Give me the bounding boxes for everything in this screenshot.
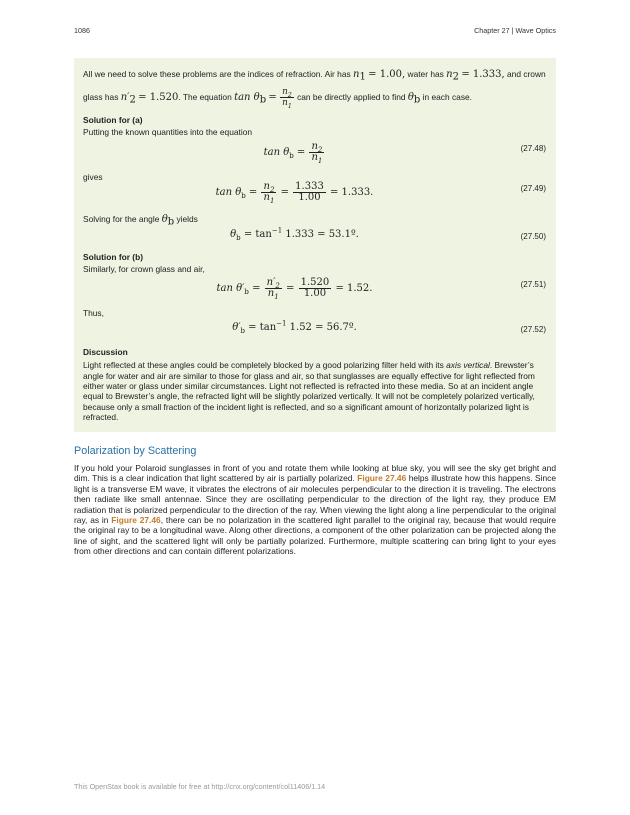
solution-a-text: Putting the known quantities into the equation (83, 127, 253, 138)
equation-27-48: $\tan \theta_b$ = $\frac{n_2}{n_1}$ (27.48) (263, 140, 546, 165)
figure-link[interactable]: Figure 27.46 (357, 473, 407, 484)
solution-a-heading: Solution for (a) (83, 115, 143, 125)
example-box (74, 58, 556, 432)
inline-fraction: $\frac{n_2}{n_1}$ (282, 87, 292, 111)
page-number: 1086 (74, 26, 90, 35)
equation-27-52: $\theta'_b = \tan^{-1} 1.52$ = 56.7º. (27.52) (232, 319, 546, 335)
equation-27-50: $\theta_b = \tan^{-1} 1.333$ = 53.1º. (27.50) (230, 226, 546, 242)
discussion-heading: Discussion (83, 346, 128, 357)
solution-b-text: Similarly, for crown glass and air, (83, 264, 205, 275)
equation-27-49: $\tan \theta_b$ = $\frac{n_2}{n_1}$ = $\frac{1.333}{1.00}$ = 1.333. (27.49) (215, 181, 546, 206)
equation-number: (27.48) (520, 143, 546, 153)
figure-link[interactable]: Figure 27.46 (111, 515, 161, 526)
equation-number: (27.52) (520, 324, 546, 334)
chapter-header: Chapter 27 | Wave Optics (474, 26, 556, 35)
solving-text: Solving for the angle $\theta_b$ yields (83, 214, 198, 228)
thus-text: Thus, (83, 308, 104, 319)
equation-number: (27.49) (520, 184, 546, 194)
section-body: If you hold your Polaroid sunglasses in front of you and rotate them while looking at blue sky, you will see the sky get bright and dim. This is a clear indication that light scattered by air is partially polarized. Figure 27.46 helps illustrate how this happens. Since light is a transverse EM wave, it vibrates the electrons of air molecules perpendicular to the direction it is traveling. The electrons then radiate like small antennae. Since they are oscillating perpendicular to the direction of the light ray, they produce EM radiation that is polarized perpendicular to the direction of the ray. When viewing the light along a line perpendicular to the original ray, as in Figure 27.46, there can be no polarization in the scattered light parallel to the original ray, because that would require the original ray to be a longitudinal wave. Along other directions, a component of the other polarization can be projected along the line of sight, and the scattered light will only be partially polarized. Furthermore, multiple scattering can bring light to your eyes from other directions and can contain different polarizations. (74, 463, 556, 557)
solution-b-heading: Solution for (b) (83, 251, 144, 262)
discussion-text: Light reflected at these angles could be completely blocked by a good polarizing filter held with its axis vertical. Brewster’s angle for water and air are similar to those for glass and air, so that sunglasses are equally effective for light reflected from either water or glass under similar circumstances. Light not reflected is refracted into these media. So at an incident angle equal to Brewster’s angle, the refracted light will be slightly polarized vertically. It will not be completely polarized vertically, because only a small fraction of the incident light is reflected, and so a significant amount of horizontally polarized light is refracted. (83, 360, 535, 423)
gives-text: gives (83, 171, 103, 182)
section-title: Polarization by Scattering (74, 445, 197, 457)
equation-number: (27.51) (520, 280, 546, 290)
equation-number: (27.50) (520, 231, 546, 241)
equation-27-51: $\tan \theta'_b$ = $\frac{n'_2}{n_1}$ = $\frac{1.520}{1.00}$ = 1.52. (27.51) (216, 277, 546, 302)
example-intro: All we need to solve these problems are the indices of refraction. Air has $n_1 = 1.00$, water has $n_2 = 1.333$, and crown glass has $n'_2 = 1.520$. The equation $\tan \theta_b$ = $\frac{n_2}{n_1}$ can be directly applied to find $\theta_b$ in each case. (83, 69, 546, 111)
footer-note: This OpenStax book is available for free at http://cnx.org/content/col11406/1.14 (74, 782, 326, 791)
